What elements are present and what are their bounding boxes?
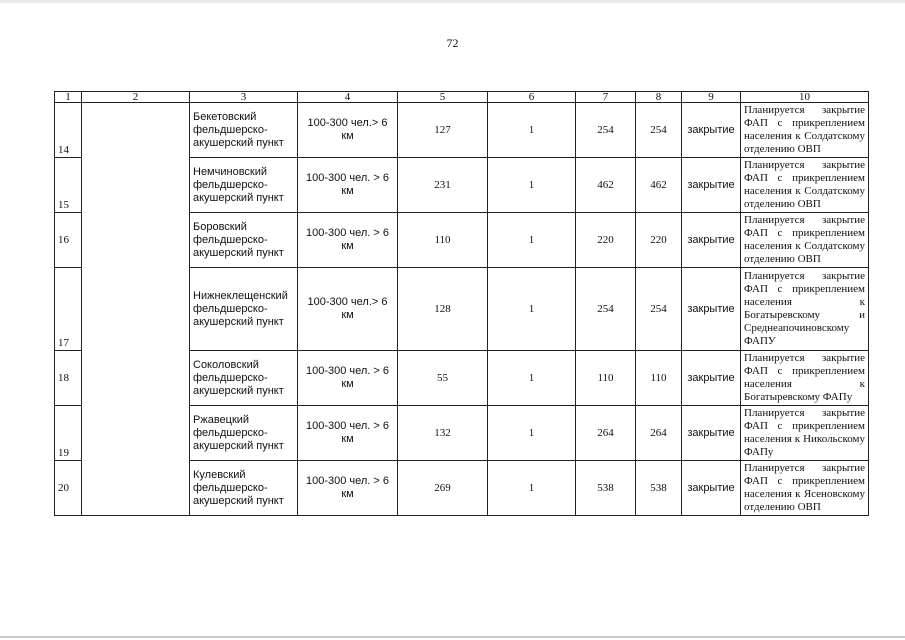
facility-name <box>190 213 298 268</box>
value-col8: 254 <box>636 268 682 351</box>
name-line: фельдшерско- <box>193 302 268 315</box>
population-line: км <box>341 433 354 445</box>
value-col6: 1 <box>488 461 576 516</box>
value-col5: 269 <box>398 461 488 516</box>
note-line: населения к Ясеновскому <box>744 488 865 500</box>
name-line: акушерский пункт <box>193 494 284 507</box>
value-col8: 264 <box>636 406 682 461</box>
page-number: 72 <box>446 36 459 50</box>
name-line: Боровский <box>193 220 247 233</box>
note-line: Планируется закрытие <box>744 104 865 116</box>
value-col5: 231 <box>398 158 488 213</box>
population-line: 100-300 чел. > 6 <box>305 420 390 432</box>
name-line: фельдшерско- <box>193 178 268 191</box>
value-col5: 132 <box>398 406 488 461</box>
value-col7: 254 <box>576 103 636 158</box>
value-col8: 538 <box>636 461 682 516</box>
note-line: Богатыревскому и <box>744 309 865 321</box>
population-criteria <box>298 351 398 406</box>
name-line: фельдшерско- <box>193 123 268 136</box>
note-line: ФАП с прикреплением <box>744 420 865 432</box>
note-line: населения к Солдатскому <box>744 185 865 197</box>
note-line: ФАП с прикреплением <box>744 227 865 239</box>
note-line: ФАПу <box>744 446 774 458</box>
row-number: 16 <box>55 213 82 268</box>
note-line: ФАП с прикреплением <box>744 172 865 184</box>
population-criteria <box>298 406 398 461</box>
note-cell <box>741 158 869 213</box>
table-header-row <box>55 92 869 103</box>
column-header: 4 <box>298 92 398 103</box>
value-col5: 55 <box>398 351 488 406</box>
action-cell: закрытие <box>682 268 741 351</box>
note-line: отделению ОВП <box>744 253 821 265</box>
table-row <box>55 103 869 158</box>
note-cell <box>741 406 869 461</box>
name-line: Ржавецкий <box>193 413 250 426</box>
note-cell <box>741 268 869 351</box>
column-header: 2 <box>82 92 190 103</box>
value-col6: 1 <box>488 158 576 213</box>
name-line: фельдшерско- <box>193 371 268 384</box>
action-cell: закрытие <box>682 406 741 461</box>
row-number: 15 <box>55 158 82 213</box>
value-col7: 264 <box>576 406 636 461</box>
name-line: Нижнеклещенский <box>193 289 288 302</box>
district-cell <box>82 103 190 516</box>
facilities-table <box>54 91 869 516</box>
note-line: ФАП с прикреплением <box>744 475 865 487</box>
note-cell <box>741 461 869 516</box>
population-line: км <box>341 309 354 321</box>
note-line: населения к Солдатскому <box>744 240 865 252</box>
note-line: Планируется закрытие <box>744 214 865 226</box>
facility-name <box>190 268 298 351</box>
note-line: населения к <box>744 378 865 390</box>
note-line: населения к Никольскому <box>744 433 865 445</box>
population-line: 100-300 чел. > 6 <box>305 227 390 239</box>
note-line: Планируется закрытие <box>744 159 865 171</box>
population-criteria <box>298 103 398 158</box>
note-line: Планируется закрытие <box>744 270 865 282</box>
name-line: фельдшерско- <box>193 426 268 439</box>
population-line: 100-300 чел.> 6 <box>307 296 388 308</box>
name-line: фельдшерско- <box>193 481 268 494</box>
value-col6: 1 <box>488 406 576 461</box>
value-col5: 110 <box>398 213 488 268</box>
value-col6: 1 <box>488 351 576 406</box>
note-line: отделению ОВП <box>744 143 821 155</box>
value-col8: 220 <box>636 213 682 268</box>
row-number: 19 <box>55 406 82 461</box>
facility-name <box>190 103 298 158</box>
column-header: 5 <box>398 92 488 103</box>
action-cell: закрытие <box>682 103 741 158</box>
table-body <box>55 92 869 516</box>
population-line: 100-300 чел. > 6 <box>305 365 390 377</box>
note-line: Планируется закрытие <box>744 407 865 419</box>
note-line: ФАП с прикреплением <box>744 117 865 129</box>
column-header: 3 <box>190 92 298 103</box>
note-line: ФАП с прикреплением <box>744 283 865 295</box>
value-col6: 1 <box>488 268 576 351</box>
value-col7: 462 <box>576 158 636 213</box>
value-col8: 462 <box>636 158 682 213</box>
population-line: км <box>341 185 354 197</box>
facility-name <box>190 461 298 516</box>
value-col8: 110 <box>636 351 682 406</box>
population-criteria <box>298 461 398 516</box>
column-header: 10 <box>741 92 869 103</box>
value-col6: 1 <box>488 213 576 268</box>
value-col7: 254 <box>576 268 636 351</box>
population-line: км <box>341 240 354 252</box>
value-col6: 1 <box>488 103 576 158</box>
population-line: км <box>341 130 354 142</box>
row-number: 18 <box>55 351 82 406</box>
name-line: акушерский пункт <box>193 384 284 397</box>
column-header: 8 <box>636 92 682 103</box>
value-col7: 110 <box>576 351 636 406</box>
note-cell <box>741 213 869 268</box>
note-cell <box>741 103 869 158</box>
population-line: 100-300 чел.> 6 <box>307 117 388 129</box>
note-line: Богатыревскому ФАПу <box>744 391 853 403</box>
facility-name <box>190 406 298 461</box>
note-line: ФАПУ <box>744 335 776 347</box>
note-line: Планируется закрытие <box>744 462 865 474</box>
value-col5: 128 <box>398 268 488 351</box>
name-line: акушерский пункт <box>193 191 284 204</box>
action-cell: закрытие <box>682 158 741 213</box>
name-line: акушерский пункт <box>193 136 284 149</box>
note-line: Среднеапочиновскому <box>744 322 850 334</box>
name-line: Кулевский <box>193 468 246 481</box>
population-line: 100-300 чел. > 6 <box>305 172 390 184</box>
action-cell: закрытие <box>682 461 741 516</box>
name-line: акушерский пункт <box>193 439 284 452</box>
column-header: 7 <box>576 92 636 103</box>
population-criteria <box>298 268 398 351</box>
population-criteria <box>298 158 398 213</box>
name-line: Немчиновский <box>193 165 268 178</box>
name-line: акушерский пункт <box>193 315 284 328</box>
facility-name <box>190 351 298 406</box>
value-col5: 127 <box>398 103 488 158</box>
scan-bottom-edge <box>0 636 905 638</box>
scan-top-edge <box>0 0 905 3</box>
note-line: отделению ОВП <box>744 501 821 513</box>
column-header: 6 <box>488 92 576 103</box>
note-line: отделению ОВП <box>744 198 821 210</box>
name-line: Бекетовский <box>193 110 257 123</box>
action-cell: закрытие <box>682 213 741 268</box>
population-line: км <box>341 488 354 500</box>
note-line: населения к Солдатскому <box>744 130 865 142</box>
note-cell <box>741 351 869 406</box>
value-col7: 220 <box>576 213 636 268</box>
column-header: 1 <box>55 92 82 103</box>
population-line: 100-300 чел. > 6 <box>305 475 390 487</box>
note-line: Планируется закрытие <box>744 352 865 364</box>
note-line: населения к <box>744 296 865 308</box>
value-col8: 254 <box>636 103 682 158</box>
row-number: 17 <box>55 268 82 351</box>
action-cell: закрытие <box>682 351 741 406</box>
population-criteria <box>298 213 398 268</box>
column-header: 9 <box>682 92 741 103</box>
population-line: км <box>341 378 354 390</box>
name-line: фельдшерско- <box>193 233 268 246</box>
name-line: акушерский пункт <box>193 246 284 259</box>
name-line: Соколовский <box>193 358 259 371</box>
value-col7: 538 <box>576 461 636 516</box>
facility-name <box>190 158 298 213</box>
row-number: 20 <box>55 461 82 516</box>
row-number: 14 <box>55 103 82 158</box>
note-line: ФАП с прикреплением <box>744 365 865 377</box>
